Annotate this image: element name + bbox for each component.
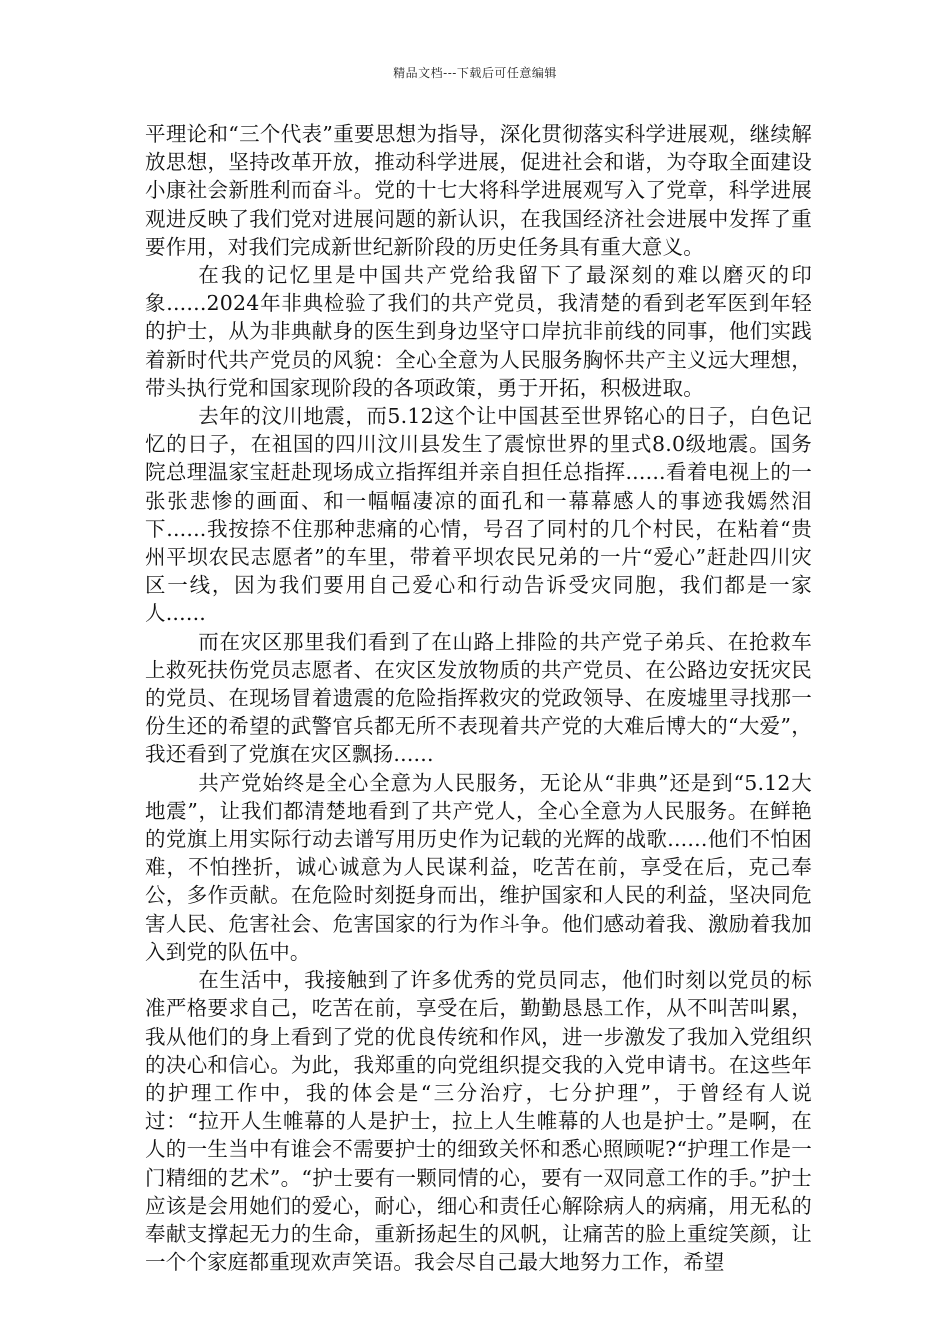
paragraph-4: 而在灾区那里我们看到了在山路上排险的共产党子弟兵、在抢救车上救死扶伤党员志愿者、在灾区发放物质的共产党员、在公路边安抚灾民的党员、在现场冒着遗震的危险指挥救灾的党政领导、在废墟里寻找那一份生还的希望的武警官兵都无所不表现着共产党的大难后博大的“大爱”，我还看到了党旗在灾区飘扬...... bbox=[145, 629, 812, 767]
paragraph-2: 在我的记忆里是中国共产党给我留下了最深刻的难以磨灭的印象......2024年非典检验了我们的共产党员，我清楚的看到老军医到年轻的护士，从为非典献身的医生到身边坚守口岸抗非前线的同事，他们实践着新时代共产党员的风貌：全心全意为人民服务胸怀共产主义远大理想，带头执行党和国家现阶段的各项政策，勇于开拓，积极进取。 bbox=[145, 263, 812, 400]
paragraph-6: 在生活中，我接触到了许多优秀的党员同志，他们时刻以党员的标准严格要求自己，吃苦在前，享受在后，勤勤恳恳工作，从不叫苦叫累，我从他们的身上看到了党的优良传统和作风，进一步激发了我加入党组织的决心和信心。为此，我郑重的向党组织提交我的入党申请书。在这些年的护理工作中，我的体会是“三分治疗，七分护理”，于曾经有人说过：“拉开人生帷幕的人是护士，拉上人生帷幕的人也是护士。”是啊，在人的一生当中有谁会不需要护士的细致关怀和悉心照顾呢?“护理工作是一门精细的艺术”。“护士要有一颗同情的心，要有一双同意工作的手。”护士应该是会用她们的爱心，耐心，细心和责任心解除病人的病痛，用无私的奉献支撑起无力的生命，重新扬起生的风帆，让痛苦的脸上重绽笑颜，让一个个家庭都重现欢声笑语。我会尽自己最大地努力工作，希望 bbox=[145, 968, 812, 1275]
paragraph-1: 平理论和“三个代表”重要思想为指导，深化贯彻落实科学进展观，继续解放思想，坚持改革开放，推动科学进展，促进社会和谐，为夺取全面建设小康社会新胜利而奋斗。党的十七大将科学进展观写入了党章，科学进展观进反映了我们党对进展问题的新认识，在我国经济社会进展中发挥了重要作用，对我们完成新世纪新阶段的历史任务具有重大意义。 bbox=[145, 122, 812, 259]
document-body bbox=[145, 120, 812, 1276]
paragraph-3: 去年的汶川地震，而5.12这个让中国甚至世界铭心的日子，白色记忆的日子，在祖国的四川汶川县发生了震惊世界的里式8.0级地震。国务院总理温家宝赶赴现场成立指挥组并亲自担任总指挥......看着电视上的一张张悲惨的画面、和一幅幅凄凉的面孔和一幕幕感人的事迹我嫣然泪下......我按捺不住那种悲痛的心情，号召了同村的几个村民，在粘着“贵州平坝农民志愿者”的车里，带着平坝农民兄弟的一片“爱心”赶赴四川灾区一线，因为我们要用自己爱心和行动告诉受灾同胞，我们都是一家人...... bbox=[145, 404, 812, 626]
paragraph-5: 共产党始终是全心全意为人民服务，无论从“非典”还是到“5.12大地震”，让我们都清楚地看到了共产党人，全心全意为人民服务。在鲜艳的党旗上用实际行动去谱写用历史作为记载的光辉的战歌......他们不怕困难，不怕挫折，诚心诚意为人民谋利益，吃苦在前，享受在后，克己奉公，多作贡献。在危险时刻挺身而出，维护国家和人民的利益，坚决同危害人民、危害社会、危害国家的行为作斗争。他们感动着我、激励着我加入到党的队伍中。 bbox=[145, 770, 812, 964]
page-header: 精品文档---下载后可任意编辑 bbox=[393, 66, 557, 80]
